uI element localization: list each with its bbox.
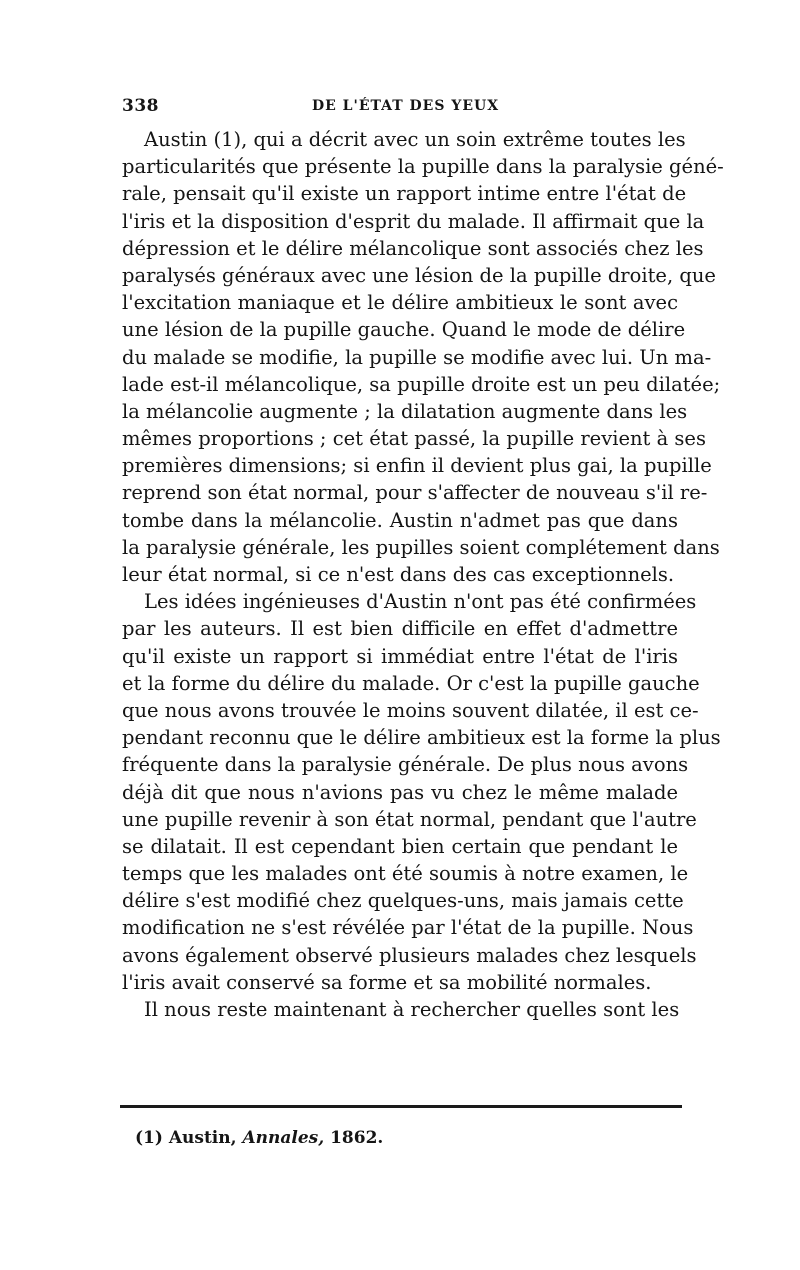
text-line: une lésion de la pupille gauche. Quand le mode de délire <box>122 318 686 342</box>
text-line: fréquente dans la paralysie générale. De plus nous avons <box>122 753 689 777</box>
text-line: avons également observé plusieurs malades chez lesquels <box>122 943 697 967</box>
text-line: mêmes proportions ; cet état passé, la pupille revient à ses <box>122 427 706 451</box>
text-line: Austin (1), qui a décrit avec un soin extrême toutes les <box>144 128 686 151</box>
page-number: 338 <box>122 96 159 116</box>
text-line: délire s'est modifié chez quelques-uns, mais jamais cette <box>122 889 684 913</box>
text-line: paralysés généraux avec une lésion de la pupille droite, que <box>122 263 716 287</box>
text-line: par les auteurs. Il est bien difficile en effet d'admettre <box>122 617 678 641</box>
page-header <box>122 96 678 120</box>
text-line: la mélancolie augmente ; la dilatation augmente dans les <box>122 399 688 423</box>
running-head: DE L'ÉTAT DES YEUX <box>312 98 500 114</box>
footnote-source: Annales, <box>242 1128 325 1148</box>
text-line: dépression et le délire mélancolique sont associés chez les <box>122 236 704 260</box>
text-line: qu'il existe un rapport si immédiat entre l'état de l'iris <box>122 644 678 668</box>
text-line: se dilatait. Il est cependant bien certain que pendant le <box>122 834 678 858</box>
text-line: Il nous reste maintenant à rechercher quelles sont les <box>144 998 680 1021</box>
text-line: que nous avons trouvée le moins souvent dilatée, il est ce- <box>122 698 699 722</box>
text-line: l'iris et la disposition d'esprit du malade. Il affirmait que la <box>122 209 705 233</box>
footnote-year: 1862. <box>330 1128 384 1148</box>
footnote <box>135 1128 383 1148</box>
text-line: une pupille revenir à son état normal, pendant que l'autre <box>122 807 697 831</box>
text-line: tombe dans la mélancolie. Austin n'admet pas que dans <box>122 508 678 532</box>
text-line: la paralysie générale, les pupilles soient complétement dans <box>122 535 720 559</box>
body-text <box>122 126 724 1023</box>
text-line: l'iris avait conservé sa forme et sa mobilité normales. <box>122 970 652 994</box>
text-line: particularités que présente la pupille dans la paralysie géné- <box>122 155 724 179</box>
text-line: déjà dit que nous n'avions pas vu chez le même malade <box>122 780 678 804</box>
footnote-marker: (1) Austin, <box>135 1128 237 1148</box>
text-line: lade est-il mélancolique, sa pupille droite est un peu dilatée; <box>122 372 721 396</box>
text-line: et la forme du délire du malade. Or c'est la pupille gauche <box>122 671 700 695</box>
text-line: reprend son état normal, pour s'affecter de nouveau s'il re- <box>122 481 708 505</box>
text-line: leur état normal, si ce n'est dans des cas exceptionnels. <box>122 563 675 586</box>
text-line: premières dimensions; si enfin il devient plus gai, la pupille <box>122 454 712 478</box>
text-line: l'excitation maniaque et le délire ambitieux le sont avec <box>122 291 678 315</box>
text-line: Les idées ingénieuses d'Austin n'ont pas été confirmées <box>144 590 697 614</box>
text-line: temps que les malades ont été soumis à notre examen, le <box>122 862 689 886</box>
text-line: du malade se modifie, la pupille se modifie avec lui. Un ma- <box>122 345 712 369</box>
text-line: pendant reconnu que le délire ambitieux est la forme la plus <box>122 726 721 750</box>
text-line: modification ne s'est révélée par l'état de la pupille. Nous <box>122 916 694 940</box>
footnote-rule <box>120 1105 682 1108</box>
text-line: rale, pensait qu'il existe un rapport intime entre l'état de <box>122 182 687 206</box>
